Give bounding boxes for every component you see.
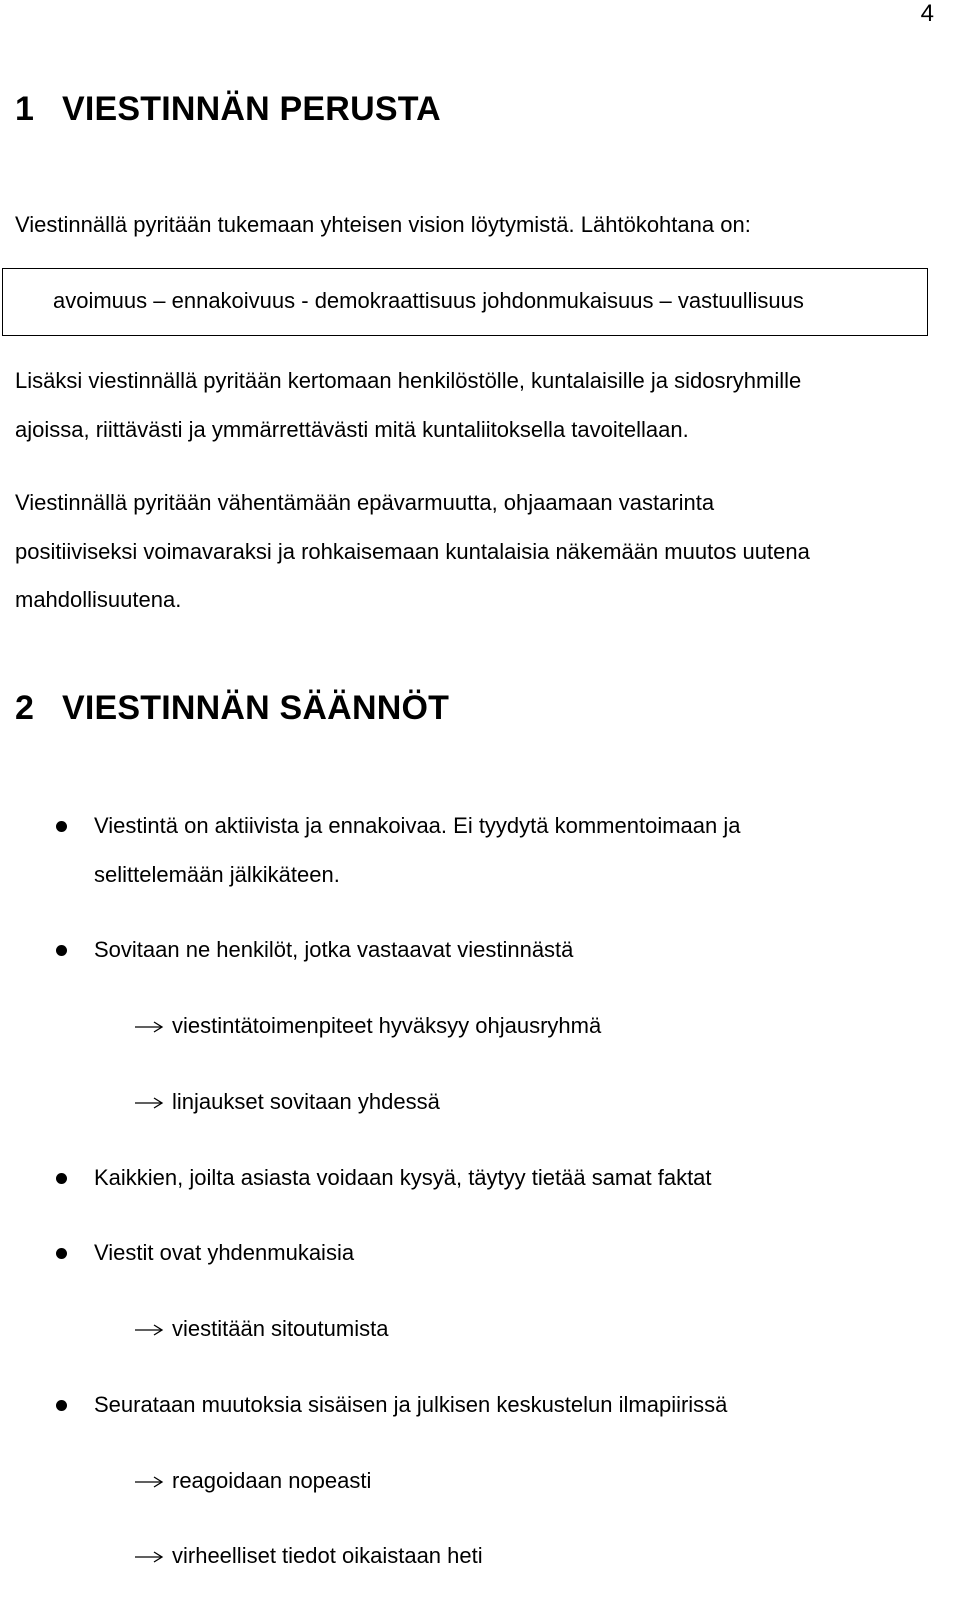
arrow-right-icon bbox=[134, 1550, 164, 1564]
bullet-dot-icon bbox=[56, 821, 67, 832]
arrow-right-icon bbox=[134, 1475, 164, 1489]
section-1-heading bbox=[15, 89, 441, 129]
bullet-dot-icon bbox=[56, 1173, 67, 1184]
section-2-heading bbox=[15, 688, 449, 728]
arrow-right-icon bbox=[134, 1323, 164, 1337]
paragraph-3-line-3: mahdollisuutena. bbox=[15, 587, 182, 612]
bullet-text: Seurataan muutoksia sisäisen ja julkisen keskustelun ilmapiirissä bbox=[94, 1392, 728, 1417]
arrow-right-icon bbox=[134, 1020, 164, 1034]
bullet-text-continued: selittelemään jälkikäteen. bbox=[94, 862, 340, 887]
arrow-right-icon bbox=[134, 1096, 164, 1110]
arrow-text: virheelliset tiedot oikaistaan heti bbox=[172, 1543, 483, 1568]
page-number: 4 bbox=[920, 0, 934, 27]
bullet-text: Kaikkien, joilta asiasta voidaan kysyä, täytyy tietää samat faktat bbox=[94, 1165, 712, 1190]
section-1-number: 1 bbox=[15, 90, 35, 128]
arrow-text: viestitään sitoutumista bbox=[172, 1316, 389, 1341]
bullet-dot-icon bbox=[56, 1400, 67, 1411]
paragraph-2-line-1: Lisäksi viestinnällä pyritään kertomaan henkilöstölle, kuntalaisille ja sidosryhmille bbox=[15, 368, 802, 393]
bullet-text: Viestit ovat yhdenmukaisia bbox=[94, 1240, 355, 1265]
paragraph-3 bbox=[15, 479, 935, 625]
values-text: avoimuus – ennakoivuus - demokraattisuus johdonmukaisuus – vastuullisuus bbox=[53, 288, 804, 313]
bullet-dot-icon bbox=[56, 1248, 67, 1259]
bullet-text: Viestintä on aktiivista ja ennakoivaa. Ei tyydytä kommentoimaan ja bbox=[94, 813, 741, 838]
arrow-text: reagoidaan nopeasti bbox=[172, 1468, 372, 1493]
arrow-text: linjaukset sovitaan yhdessä bbox=[172, 1089, 440, 1114]
paragraph-2-line-2: ajoissa, riittävästi ja ymmärrettävästi mitä kuntaliitoksella tavoitellaan. bbox=[15, 416, 689, 442]
arrow-text: viestintätoimenpiteet hyväksyy ohjausryhmä bbox=[172, 1013, 602, 1038]
paragraph-3-line-1: Viestinnällä pyritään vähentämään epävarmuutta, ohjaamaan vastarinta bbox=[15, 490, 715, 515]
section-1-intro: Viestinnällä pyritään tukemaan yhteisen vision löytymistä. Lähtökohtana on: bbox=[15, 212, 751, 237]
section-2-title: VIESTINNÄN SÄÄNNÖT bbox=[62, 689, 450, 727]
values-box bbox=[2, 268, 928, 336]
paragraph-3-line-2: positiiviseksi voimavaraksi ja rohkaisemaan kuntalaisia näkemään muutos uutena bbox=[15, 538, 810, 564]
bullet-dot-icon bbox=[56, 945, 67, 956]
paragraph-2 bbox=[15, 357, 935, 454]
bullet-text: Sovitaan ne henkilöt, jotka vastaavat viestinnästä bbox=[94, 937, 574, 962]
section-1-title: VIESTINNÄN PERUSTA bbox=[62, 90, 441, 128]
section-2-number: 2 bbox=[15, 689, 35, 727]
